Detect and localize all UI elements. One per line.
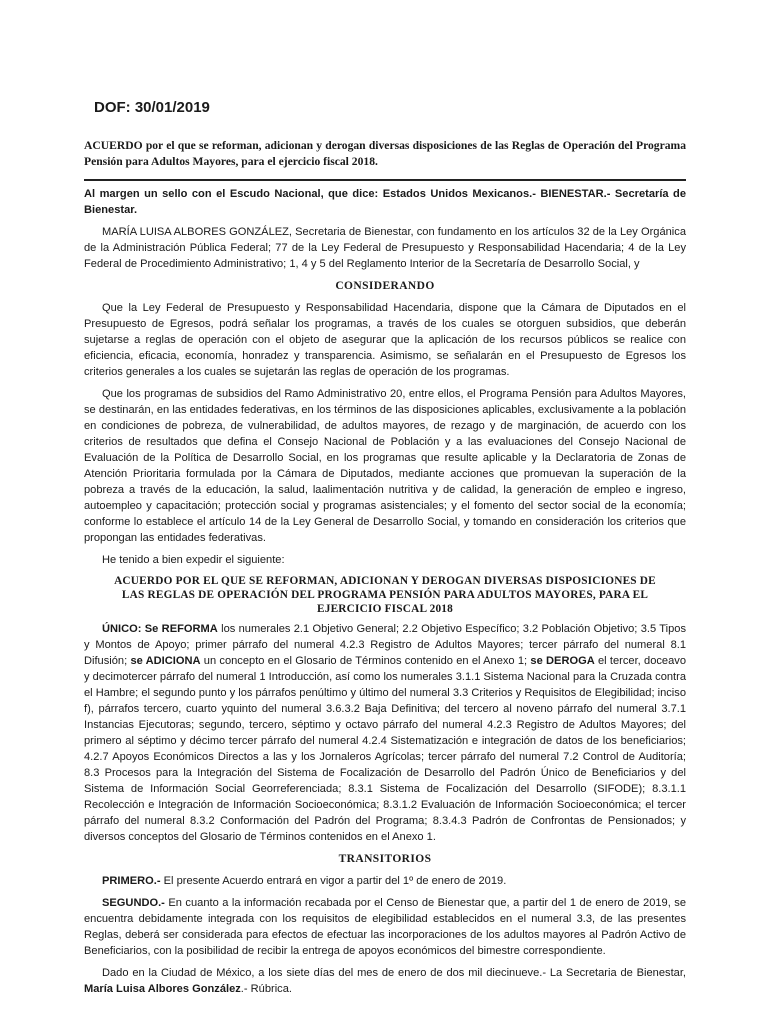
considerando-paragraph-2: Que los programas de subsidios del Ramo Administrativo 20, entre ellos, el Programa Pensión para Adultos Mayores, se destinarán, en las entidades federativas, en los términos de las disposiciones aplicables, exclusivamente a la población en condiciones de pobreza, de vulnerabilidad, de adultos mayores, de rezago y de marginación, de acuerdo con los criterios de resultados que defina el Consejo Nacional de Población y a las evaluaciones del Consejo Nacional de Evaluación de la Política de Desarrollo Social, en los programas que resulte aplicable y la Declaratoria de Zonas de Atención Prioritaria formulada por la Cámara de Diputados, mediante acciones que promuevan la superación de la pobreza a través de la educación, la salud, laalimentación nutritiva y de calidad, la generación de empleo e ingreso, autoempleo y capacitación; protección social y programas asistenciales; y el fomento del sector social de la economía; conforme lo establece el artículo 14 de la Ley General de Desarrollo Social, y tomando en consideración los criterios que propongan las entidades federativas.	[84, 388, 686, 544]
deroga-label: se DEROGA	[530, 655, 595, 667]
considerando-paragraph-1: Que la Ley Federal de Presupuesto y Responsabilidad Hacendaria, dispone que la Cámara de Diputados en el Presupuesto de Egresos, podrá señalar los programas, a través de los cuales se otorguen subsidios, que deberán sujetarse a reglas de operación con el objeto de asegurar que la aplicación de los recursos públicos se realice con eficiencia, eficacia, economía, honradez y transparencia. Asimismo, se señalarán en el Presupuesto de Egresos los criterios generales a los cuales se sujetarán las reglas de operación de los programas.	[84, 302, 686, 378]
segundo-paragraph	[84, 895, 686, 959]
transitorios-heading: TRANSITORIOS	[338, 853, 432, 865]
unico-text-2: un concepto en el Glosario de Términos contenido en el Anexo 1;	[200, 655, 531, 667]
segundo-label: SEGUNDO.-	[102, 897, 165, 909]
primero-label: PRIMERO.-	[102, 875, 161, 887]
firma-paragraph	[84, 965, 686, 997]
unico-paragraph	[84, 621, 686, 845]
firma-text: Dado en la Ciudad de México, a los siete días del mes de enero de dos mil diecinueve.- La Secretaria de Bienestar,	[102, 967, 686, 979]
firma-end: .- Rúbrica.	[240, 983, 292, 995]
firma-name: María Luisa Albores González	[84, 983, 241, 995]
considerando-heading: CONSIDERANDO	[335, 280, 435, 292]
expedir-paragraph: He tenido a bien expedir el siguiente:	[102, 554, 285, 566]
unico-label: ÚNICO: Se REFORMA	[102, 623, 218, 635]
segundo-text: En cuanto a la información recabada por el Censo de Bienestar que, a partir del 1 de enero de 2019, se encuentra debidamente integrada con los requisitos de elegibilidad establecidos en el numeral 3.3, de las presentes Reglas, deberá ser considerada para efectos de efectuar las incorporaciones de los adultos mayores al Padrón Activo de Beneficiarios, con la posibilidad de recibir la entrega de apoyos económicos del bimestre correspondiente.	[84, 897, 686, 957]
unico-text-1: los numerales 2.1 Objetivo General; 2.2 Objetivo Específico; 3.2 Población Objetivo; 3.5 Tipos y Montos de Apoyo; primer párrafo del numeral 4.2.3 Registro de Adultos Mayores; tercer párrafo del numeral 8.1 Difusión;	[84, 623, 686, 667]
sello-paragraph: Al margen un sello con el Escudo Nacional, que dice: Estados Unidos Mexicanos.- BIENESTAR.- Secretaría de Bienestar.	[84, 188, 686, 216]
dof-date: DOF: 30/01/2019	[94, 99, 210, 116]
unico-text-3: el tercer, doceavo y decimotercer párrafo del numeral 1 Introducción, así como los numerales 3.1.1 Sistema Nacional para la Cruzada contra el Hambre; el segundo punto y los párrafos penúltimo y último del numeral 3.3 Criterios y Requisitos de Elegibilidad; inciso f), párrafos tercero, cuarto yquinto del numeral 3.6.3.2 Baja Definitiva; del tercero al noveno párrafo del numeral 3.7.1 Instancias Ejecutoras; segundo, tercero, séptimo y octavo párrafo del numeral 4.2.3 Registro de Adultos Mayores; del primero al séptimo y décimo tercer párrafo del numeral 4.2.4 Sistematización e integración de datos de los beneficiarios; 4.2.7 Apoyos Económicos Directos a las y los Jornaleros Agrícolas; tercer párrafo del numeral 7.2 Control de Auditoría; 8.3 Procesos para la Integración del Sistema de Focalización de Desarrollo del Padrón Único de Beneficiarios y del Sistema de Información Social Georreferenciada; 8.3.1 Sistema de Focalización del Desarrollo (SIFODE); 8.3.1.1 Recolección e Integración de Información Socioeconómica; 8.3.1.2 Evaluación de Información Socioeconómica; el tercer párrafo del numeral 8.3.2 Conformación del Padrón del Programa; 8.3.4.3 Padrón de Confrontas de Pensionados; y diversos conceptos del Glosario de Términos contenidos en el Anexo 1.	[84, 655, 686, 843]
document-body	[84, 186, 686, 1003]
title-divider	[84, 179, 686, 181]
document-title: ACUERDO por el que se reforman, adicionan y derogan diversas disposiciones de las Reglas de Operación del Programa Pensión para Adultos Mayores, para el ejercicio fiscal 2018.	[84, 139, 686, 168]
fundamento-paragraph: MARÍA LUISA ALBORES GONZÁLEZ, Secretaria de Bienestar, con fundamento en los artículos 32 de la Ley Orgánica de la Administración Pública Federal; 77 de la Ley Federal de Presupuesto y Responsabilidad Hacendaria; 4 de la Ley Federal de Procedimiento Administrativo; 1, 4 y 5 del Reglamento Interior de la Secretaría de Desarrollo Social, y	[84, 226, 686, 270]
primero-paragraph	[84, 873, 686, 889]
adiciona-label: se ADICIONA	[130, 655, 201, 667]
acuerdo-heading: ACUERDO POR EL QUE SE REFORMAN, ADICIONAN Y DEROGAN DIVERSAS DISPOSICIONES DE LAS REGLAS DE OPERACIÓN DEL PROGRAMA PENSIÓN PARA ADULTOS MAYORES, PARA EL EJERCICIO FISCAL 2018	[114, 575, 656, 615]
primero-text: El presente Acuerdo entrará en vigor a partir del 1º de enero de 2019.	[160, 875, 507, 887]
